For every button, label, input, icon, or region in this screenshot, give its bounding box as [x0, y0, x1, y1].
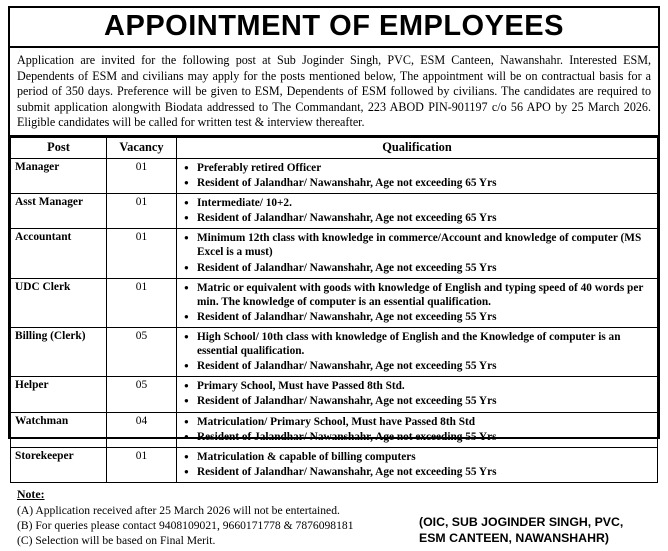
signature-line-2: ESM CANTEEN, NAWANSHAHR) [419, 530, 609, 545]
vacancy-table [10, 137, 658, 483]
qualification-list [181, 450, 653, 479]
column-header-vacancy: Vacancy [107, 137, 177, 158]
qualification-list [181, 379, 653, 408]
cell-vacancy: 04 [107, 412, 177, 447]
qualification-item: ● Resident of Jalandhar/ Nawanshahr, Age not exceeding 65 Yrs [195, 211, 653, 225]
intro-paragraph: Application are invited for the following post at Sub Joginder Singh, PVC, ESM Canteen, Nawanshahr. Interested ESM, Dependents of ESM and civilians may apply for the posts mentioned below, The appointment will be on contractual basis for a period of 350 days. Preference will be given to ESM, Dependents of ESM followed by civilians. The candidates are required to submit application alongwith Biodata addressed to The Commandant, 223 ABOD PIN-901197 c/o 56 APO by 25 March 2026. Eligible candidates will be called for written test & interview thereafter. [10, 48, 658, 136]
qualification-item: ● Preferably retired Officer [195, 161, 653, 175]
qualification-item: ● Resident of Jalandhar/ Nawanshahr, Age not exceeding 55 Yrs [195, 261, 653, 275]
cell-vacancy: 01 [107, 447, 177, 482]
column-header-qualification: Qualification [177, 137, 658, 158]
table-header-row [11, 137, 658, 158]
qualification-item: ● Minimum 12th class with knowledge in commerce/Account and knowledge of computer (MS Excel is a must) [195, 231, 653, 259]
note-block [17, 487, 413, 549]
cell-post: Storekeeper [11, 447, 107, 482]
table-row [11, 229, 658, 278]
qualification-item: ● Resident of Jalandhar/ Nawanshahr, Age not exceeding 55 Yrs [195, 430, 653, 444]
cell-vacancy: 01 [107, 229, 177, 278]
table-row [11, 278, 658, 327]
qualification-item: ● Matriculation & capable of billing computers [195, 450, 653, 464]
qualification-item: ● Matriculation/ Primary School, Must have Passed 8th Std [195, 415, 653, 429]
cell-post: Accountant [11, 229, 107, 278]
page-title: APPOINTMENT OF EMPLOYEES [104, 10, 564, 42]
cell-post: Helper [11, 377, 107, 412]
qualification-item: ● Intermediate/ 10+2. [195, 196, 653, 210]
signature-line-1: (OIC, SUB JOGINDER SINGH, PVC, [419, 514, 624, 529]
cell-qualification [177, 158, 658, 193]
advertisement-border [8, 6, 660, 548]
cell-vacancy: 05 [107, 377, 177, 412]
cell-qualification [177, 447, 658, 482]
cell-vacancy: 05 [107, 328, 177, 377]
signature-block [413, 515, 651, 549]
table-row [11, 377, 658, 412]
qualification-list [181, 231, 653, 274]
qualification-list [181, 161, 653, 190]
table-row [11, 194, 658, 229]
cell-post: Watchman [11, 412, 107, 447]
cell-post: Asst Manager [11, 194, 107, 229]
cell-qualification [177, 412, 658, 447]
qualification-item: ● Resident of Jalandhar/ Nawanshahr, Age not exceeding 55 Yrs [195, 359, 653, 373]
table-row [11, 447, 658, 482]
note-line: (C) Selection will be based on Final Merit. [17, 534, 216, 548]
table-row [11, 328, 658, 377]
note-line: (B) For queries please contact 9408109021, 9660171778 & 7876098181 [17, 519, 354, 533]
qualification-item: ● High School/ 10th class with knowledge of English and the Knowledge of computer is an essential qualification. [195, 330, 653, 358]
cell-vacancy: 01 [107, 194, 177, 229]
column-header-post: Post [11, 137, 107, 158]
cell-vacancy: 01 [107, 158, 177, 193]
table-header [11, 137, 658, 158]
table-row [11, 158, 658, 193]
qualification-item: ● Primary School, Must have Passed 8th Std. [195, 379, 653, 393]
qualification-item: ● Resident of Jalandhar/ Nawanshahr, Age not exceeding 55 Yrs [195, 310, 653, 324]
cell-qualification [177, 328, 658, 377]
qualification-list [181, 281, 653, 324]
cell-post: Manager [11, 158, 107, 193]
qualification-item: ● Resident of Jalandhar/ Nawanshahr, Age not exceeding 55 Yrs [195, 465, 653, 479]
qualification-list [181, 196, 653, 225]
qualification-list [181, 330, 653, 373]
cell-vacancy: 01 [107, 278, 177, 327]
table-row [11, 412, 658, 447]
note-title: Note: [17, 486, 45, 501]
cell-qualification [177, 377, 658, 412]
qualification-list [181, 415, 653, 444]
qualification-item: ● Resident of Jalandhar/ Nawanshahr, Age not exceeding 55 Yrs [195, 394, 653, 408]
table-body [11, 158, 658, 482]
cell-qualification [177, 194, 658, 229]
cell-qualification [177, 229, 658, 278]
qualification-item: ● Resident of Jalandhar/ Nawanshahr, Age not exceeding 65 Yrs [195, 176, 653, 190]
cell-post: Billing (Clerk) [11, 328, 107, 377]
cell-qualification [177, 278, 658, 327]
header-banner [10, 8, 658, 48]
note-line: (A) Application received after 25 March 2026 will not be entertained. [17, 504, 340, 518]
cell-post: UDC Clerk [11, 278, 107, 327]
qualification-item: ● Matric or equivalent with goods with knowledge of English and typing speed of 40 words per min. The knowledge of computer is an essential qualification. [195, 281, 653, 309]
footer-area [10, 483, 658, 551]
